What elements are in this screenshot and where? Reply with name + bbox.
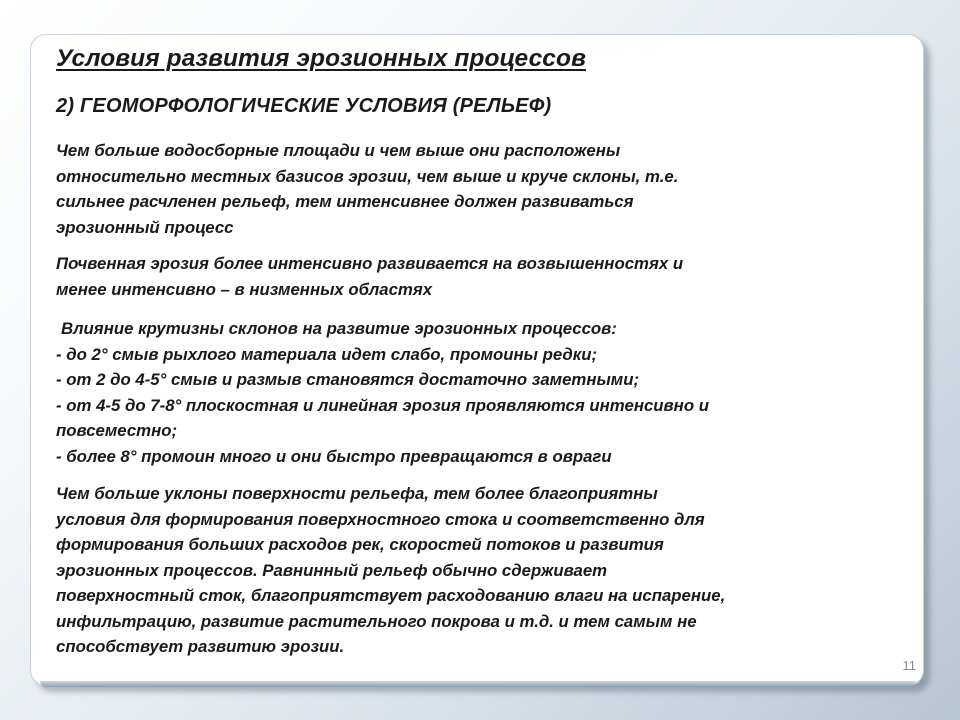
paragraph-soil-erosion (56, 251, 906, 302)
slide-subtitle: 2) ГЕОМОРФОЛОГИЧЕСКИЕ УСЛОВИЯ (РЕЛЬЕФ) (56, 95, 552, 117)
slide-content (56, 44, 906, 660)
slope-item: - от 2 до 4-5° смыв и размыв становятся достаточно заметными; (56, 370, 640, 389)
paragraph-line: поверхностный сток, благоприятствует расходованию влаги на испарение, (56, 586, 726, 605)
paragraph-line: способствует развитию эрозии. (56, 637, 345, 656)
page-number: 11 (902, 658, 916, 673)
paragraph-line: Почвенная эрозия более интенсивно развивается на возвышенностях и (56, 254, 684, 273)
slide-card-bottom-edge (40, 681, 916, 687)
paragraph-line: условия для формирования поверхностного стока и соответственно для (56, 509, 705, 529)
paragraph-line: менее интенсивно – в низменных областях (56, 279, 433, 299)
paragraph-line: относительно местных базисов эрозии, чем выше и круче склоны, т.е. (56, 166, 679, 186)
slope-item: - более 8° промоин много и они быстро превращаются в овраги (56, 446, 612, 466)
paragraph-line: Чем больше водосборные площади и чем выше они расположены (56, 141, 621, 160)
paragraph-line: эрозионный процесс (56, 217, 234, 237)
paragraph-watershed (56, 138, 906, 240)
slope-item: - от 4-5 до 7-8° плоскостная и линейная эрозия проявляются интенсивно и (56, 395, 709, 415)
slope-item: - до 2° смыв рыхлого материала идет слабо, промоины редки; (56, 344, 598, 364)
slope-heading: Влияние крутизны склонов на развитие эрозионных процессов: (61, 319, 617, 338)
paragraph-line: формирования больших расходов рек, скоростей потоков и развития (56, 535, 664, 554)
slide-title: Условия развития эрозионных процессов (56, 45, 586, 72)
paragraph-line: сильнее расчленен рельеф, тем интенсивнее должен развиваться (56, 192, 634, 211)
slope-influence-block (56, 316, 906, 469)
paragraph-line: инфильтрацию, развитие растительного покрова и т.д. и тем самым не (56, 611, 697, 631)
paragraph-line: Чем больше уклоны поверхности рельефа, тем более благоприятны (56, 484, 658, 503)
paragraph-line: эрозионных процессов. Равнинный рельеф обычно сдерживает (56, 560, 608, 580)
paragraph-relief-slopes (56, 481, 906, 660)
slope-item: повсеместно; (56, 421, 178, 440)
